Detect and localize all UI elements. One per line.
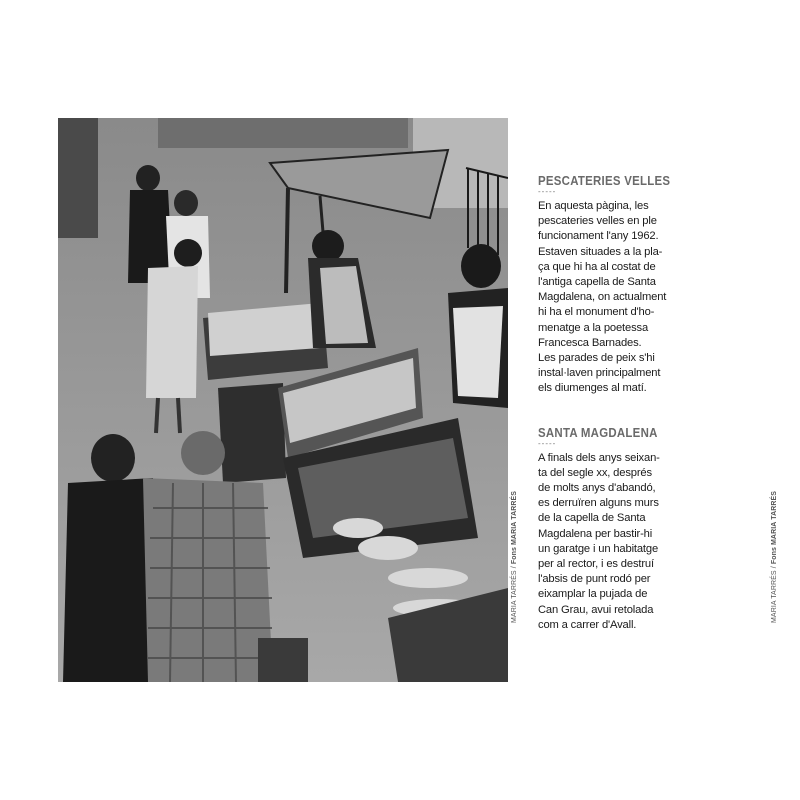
market-photo xyxy=(58,118,508,682)
caption-column xyxy=(538,173,678,633)
section-pescateries xyxy=(538,173,678,397)
section-heading: PESCATERIES VELLES xyxy=(538,173,671,188)
section-santa-magdalena xyxy=(538,425,678,633)
section-divider: ----- xyxy=(538,187,557,196)
photo-credit-margin: MARIA TARRÉS / Fons MARIA TARRÉS xyxy=(771,490,778,623)
photo-illustration xyxy=(58,118,508,682)
photo-credit: MARIA TARRÉS / Fons MARIA TARRÉS xyxy=(511,490,518,623)
section-divider: ----- xyxy=(538,438,557,448)
section-heading: SANTA MAGDALENA xyxy=(538,424,658,440)
section-body: A finals dels anys seixan- ta del segle xx, després de molts anys d'abandó, es derruïren alguns murs de la capella de Santa Magdalena per bastir-hi un garatge i un habitatge per al rector, i es destruí l'absis de punt rodó per eixamplar la pujada de Can Grau, avui retolada com a carrer d'Avall. xyxy=(538,451,660,631)
section-body: En aquesta pàgina, les pescateries velles en ple funcionament l'any 1962. Estaven situades a la pla- ça que hi ha al costat de l'antiga capella de Santa Magdalena, on actualment hi ha el monument d'ho- menatge a la poetessa Francesca Barnades. Les parades de peix s'hi instal·laven principalment els diumenges al matí. xyxy=(538,200,667,395)
